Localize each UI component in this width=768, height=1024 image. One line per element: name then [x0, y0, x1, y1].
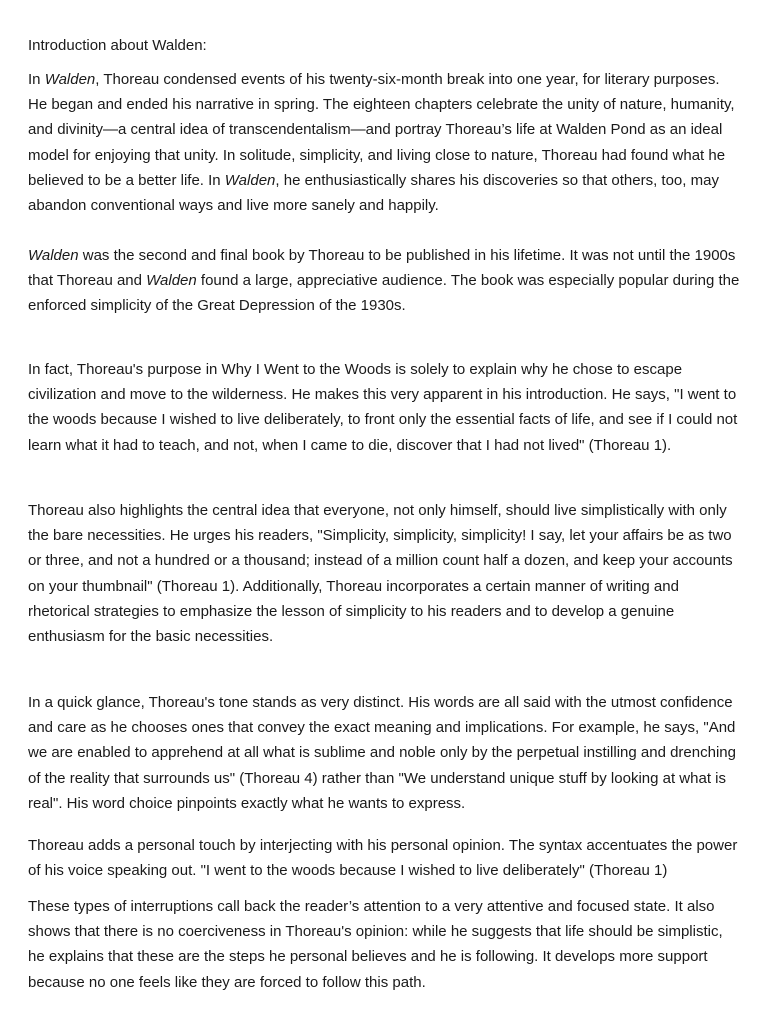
body-text: was the second and final book by Thoreau to be published in his lifetime. It was not until the 1900s that Thoreau and [28, 247, 736, 290]
italic-title-text: Walden [146, 272, 197, 290]
paragraph-3 [28, 357, 742, 458]
paragraph-7 [28, 894, 742, 995]
body-text: In fact, Thoreau's purpose in Why I Went to the Woods is solely to explain why he chose to escape civilization and move to the wilderness. He makes this very apparent in his introduction. He says, "I went to the woods because I wished to live deliberately, to front only the essential facts of life, and see if I could not learn what it had to teach, and not, when I came to die, discover that I had not lived" (Thoreau 1). [28, 361, 738, 454]
body-text: In a quick glance, Thoreau's tone stands as very distinct. His words are all said with the utmost confidence and care as he chooses ones that convey the exact meaning and implications. For example, he says, "And we are enabled to apprehend at all what is sublime and noble only by the perpetual instilling and drenching of the reality that surrounds us" (Thoreau 4) rather than "We understand unique stuff by looking at what is real". His word choice pinpoints exactly what he wants to express. [28, 694, 736, 812]
paragraph-5 [28, 690, 742, 816]
body-text: Thoreau adds a personal touch by interjecting with his personal opinion. The syntax accentuates the power of his voice speaking out. "I went to the woods because I wished to live deliberately" (Thoreau 1) [28, 837, 738, 880]
body-text: found a large, appreciative audience. The book was especially popular during the enforced simplicity of the Great Depression of the 1930s. [28, 272, 740, 315]
paragraph-1 [28, 67, 742, 218]
italic-title-text: Walden [28, 247, 79, 264]
paragraph-4 [28, 498, 742, 649]
body-text: , he enthusiastically shares his discoveries so that others, too, may abandon conventional ways and live more sanely and happily. [28, 171, 719, 215]
italic-title-text: Walden [44, 71, 96, 88]
paragraph-6 [28, 833, 742, 883]
body-text: These types of interruptions call back the reader’s attention to a very attentive and focused state. It also shows that there is no coerciveness in Thoreau's opinion: while he suggests that life should be simplistic, he explains that these are the steps he personal believes and he is following. It develops more support because no one feels like they are forced to follow this path. [28, 898, 723, 991]
italic-title-text: Walden [224, 171, 276, 189]
body-text: , Thoreau condensed events of his twenty-six-month break into one year, for literary purposes. He began and ended his narrative in spring. The eighteen chapters celebrate the unity of nature, humanity, and divinity—a central idea of transcendentalism—and portray Thoreau’s life at Walden Pond as an ideal model for enjoying that unity. In solitude, simplicity, and living close to nature, Thoreau had found what he believed to be a better life. In [28, 71, 735, 189]
body-text: In [28, 71, 45, 88]
body-text: Thoreau also highlights the central idea that everyone, not only himself, should live simplistically with only the bare necessities. He urges his readers, "Simplicity, simplicity, simplicity! I say, let your affairs be as two or three, and not a hundred or a thousand; instead of a million count half a dozen, and keep your accounts on your thumbnail" (Thoreau 1). Additionally, Thoreau incorporates a certain manner of writing and rhetorical strategies to emphasize the lesson of simplicity to his readers and to develop a genuine enthusiasm for the basic necessities. [28, 502, 733, 646]
paragraph-2 [28, 243, 742, 319]
document-heading: Introduction about Walden: [28, 37, 207, 54]
